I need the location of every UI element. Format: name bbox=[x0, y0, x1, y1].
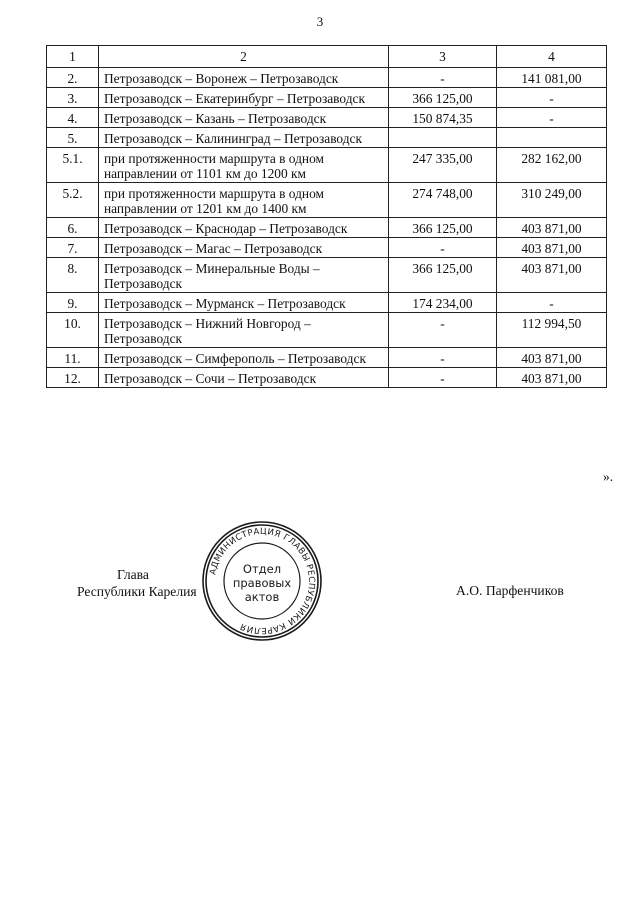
row-value-col3: 366 125,00 bbox=[389, 258, 497, 293]
row-route: Петрозаводск – Минеральные Воды – Петрозаводск bbox=[99, 258, 389, 293]
row-value-col4: 310 249,00 bbox=[497, 183, 607, 218]
closing-quote: ». bbox=[603, 469, 614, 484]
row-route: Петрозаводск – Краснодар – Петрозаводск bbox=[99, 218, 389, 238]
svg-text:актов: актов bbox=[244, 590, 280, 604]
row-route: Петрозаводск – Воронеж – Петрозаводск bbox=[99, 68, 389, 88]
official-stamp bbox=[200, 519, 324, 643]
row-route: Петрозаводск – Нижний Новгород – Петрозаводск bbox=[99, 313, 389, 348]
signatory-title bbox=[77, 566, 197, 600]
row-value-col3: - bbox=[389, 238, 497, 258]
row-number: 6. bbox=[47, 218, 99, 238]
table-row bbox=[47, 348, 607, 368]
row-route: Петрозаводск – Калининград – Петрозаводск bbox=[99, 128, 389, 148]
row-value-col4: 403 871,00 bbox=[497, 348, 607, 368]
table-row bbox=[47, 148, 607, 183]
signatory-name: А.О. Парфенчиков bbox=[456, 583, 564, 598]
row-value-col4: 403 871,00 bbox=[497, 368, 607, 388]
tariff-table bbox=[46, 45, 607, 388]
table-row bbox=[47, 68, 607, 88]
row-value-col4: 403 871,00 bbox=[497, 258, 607, 293]
row-number: 4. bbox=[47, 108, 99, 128]
header-cell-route: 2 bbox=[99, 46, 389, 68]
row-value-col3: 247 335,00 bbox=[389, 148, 497, 183]
row-value-col4: - bbox=[497, 293, 607, 313]
signatory-title-line2: Республики Карелия bbox=[77, 584, 197, 599]
row-value-col3 bbox=[389, 128, 497, 148]
row-value-col4: 403 871,00 bbox=[497, 238, 607, 258]
table-row bbox=[47, 368, 607, 388]
row-number: 5.2. bbox=[47, 183, 99, 218]
row-value-col3: 174 234,00 bbox=[389, 293, 497, 313]
stamp-seal-icon bbox=[200, 519, 324, 643]
row-number: 9. bbox=[47, 293, 99, 313]
row-route: Петрозаводск – Симферополь – Петрозаводск bbox=[99, 348, 389, 368]
header-cell-val3: 3 bbox=[389, 46, 497, 68]
row-value-col3: 366 125,00 bbox=[389, 218, 497, 238]
svg-text:правовых: правовых bbox=[232, 576, 292, 590]
row-number: 7. bbox=[47, 238, 99, 258]
row-number: 5. bbox=[47, 128, 99, 148]
row-value-col3: 366 125,00 bbox=[389, 88, 497, 108]
table-row bbox=[47, 238, 607, 258]
row-number: 5.1. bbox=[47, 148, 99, 183]
row-value-col3: - bbox=[389, 348, 497, 368]
row-route: при протяженности маршрута в одном направлении от 1101 км до 1200 км bbox=[99, 148, 389, 183]
row-value-col3: - bbox=[389, 68, 497, 88]
row-value-col4: 112 994,50 bbox=[497, 313, 607, 348]
table-row bbox=[47, 293, 607, 313]
table-row bbox=[47, 128, 607, 148]
table-row bbox=[47, 313, 607, 348]
row-route: Петрозаводск – Магас – Петрозаводск bbox=[99, 238, 389, 258]
header-cell-val4: 4 bbox=[497, 46, 607, 68]
row-number: 8. bbox=[47, 258, 99, 293]
row-value-col3: - bbox=[389, 313, 497, 348]
page-number: 3 bbox=[316, 14, 324, 29]
row-value-col4: - bbox=[497, 88, 607, 108]
table-row bbox=[47, 258, 607, 293]
table-row bbox=[47, 218, 607, 238]
row-route: Петрозаводск – Екатеринбург – Петрозаводск bbox=[99, 88, 389, 108]
row-value-col4: 282 162,00 bbox=[497, 148, 607, 183]
row-value-col3: 150 874,35 bbox=[389, 108, 497, 128]
row-value-col3: 274 748,00 bbox=[389, 183, 497, 218]
table-header-row bbox=[47, 46, 607, 68]
row-route: Петрозаводск – Сочи – Петрозаводск bbox=[99, 368, 389, 388]
svg-text:АДМИНИСТРАЦИЯ ГЛАВЫ РЕСПУБЛИКИ: АДМИНИСТРАЦИЯ ГЛАВЫ РЕСПУБЛИКИ КАРЕЛИЯ bbox=[208, 526, 317, 636]
row-value-col4: 403 871,00 bbox=[497, 218, 607, 238]
row-value-col3: - bbox=[389, 368, 497, 388]
row-number: 10. bbox=[47, 313, 99, 348]
row-number: 11. bbox=[47, 348, 99, 368]
row-number: 3. bbox=[47, 88, 99, 108]
row-value-col4 bbox=[497, 128, 607, 148]
row-number: 2. bbox=[47, 68, 99, 88]
table-row bbox=[47, 183, 607, 218]
table-row bbox=[47, 108, 607, 128]
row-number: 12. bbox=[47, 368, 99, 388]
row-value-col4: 141 081,00 bbox=[497, 68, 607, 88]
row-route: Петрозаводск – Казань – Петрозаводск bbox=[99, 108, 389, 128]
table-row bbox=[47, 88, 607, 108]
row-route: Петрозаводск – Мурманск – Петрозаводск bbox=[99, 293, 389, 313]
svg-text:Отдел: Отдел bbox=[242, 562, 282, 576]
signatory-title-line1: Глава bbox=[117, 567, 149, 582]
row-value-col4: - bbox=[497, 108, 607, 128]
row-route: при протяженности маршрута в одном направлении от 1201 км до 1400 км bbox=[99, 183, 389, 218]
header-cell-num: 1 bbox=[47, 46, 99, 68]
